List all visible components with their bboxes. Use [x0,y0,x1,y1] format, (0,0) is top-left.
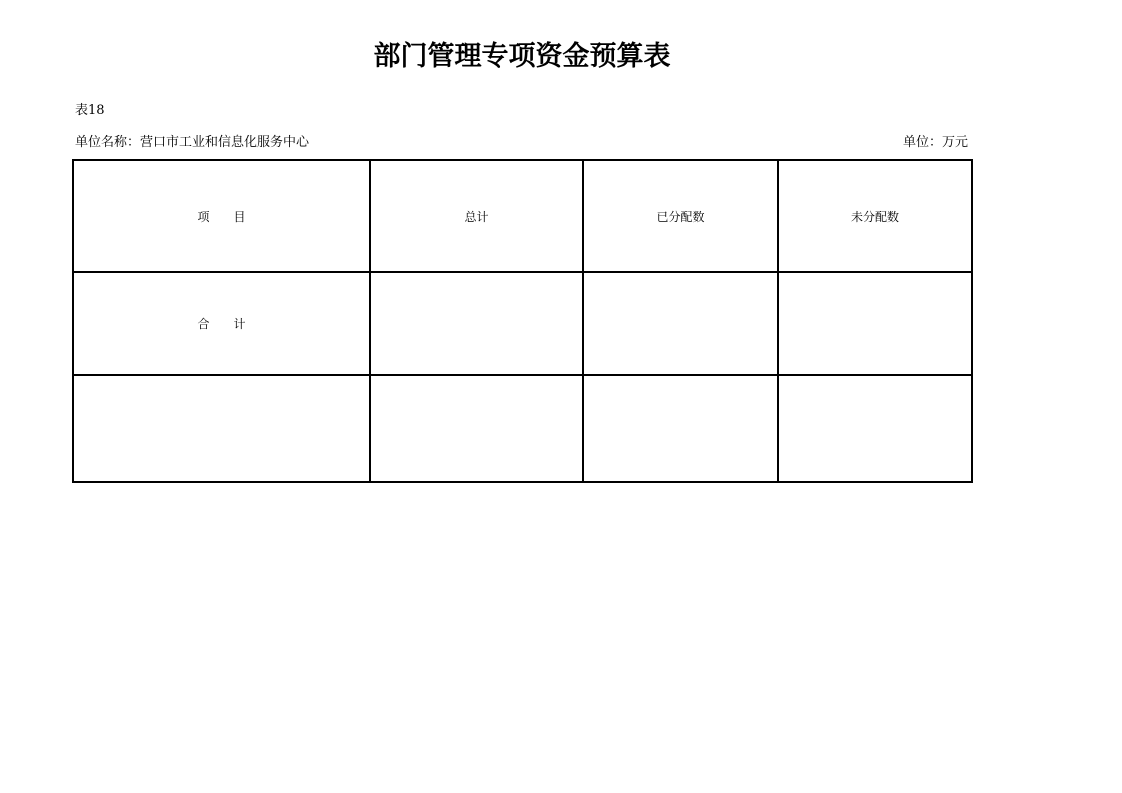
table-row [73,272,972,375]
unallocated-cell [778,375,972,482]
header-total: 总计 [370,160,583,272]
sum-cell [370,375,583,482]
allocated-cell [583,375,778,482]
total-allocated-cell [583,272,778,375]
total-unallocated-cell [778,272,972,375]
table-number: 表18 [75,103,105,118]
item-cell [73,375,370,482]
header-unallocated: 未分配数 [778,160,972,272]
table-header-row [73,160,972,272]
total-sum-cell [370,272,583,375]
header-allocated: 已分配数 [583,160,778,272]
header-item: 项 目 [73,160,370,272]
table-row [73,375,972,482]
total-label-cell: 合 计 [73,272,370,375]
currency-unit-label: 单位：万元 [902,135,968,150]
budget-table [72,159,973,483]
unit-name-label: 单位名称：营口市工业和信息化服务中心 [75,135,310,150]
page-title: 部门管理专项资金预算表 [373,41,671,72]
